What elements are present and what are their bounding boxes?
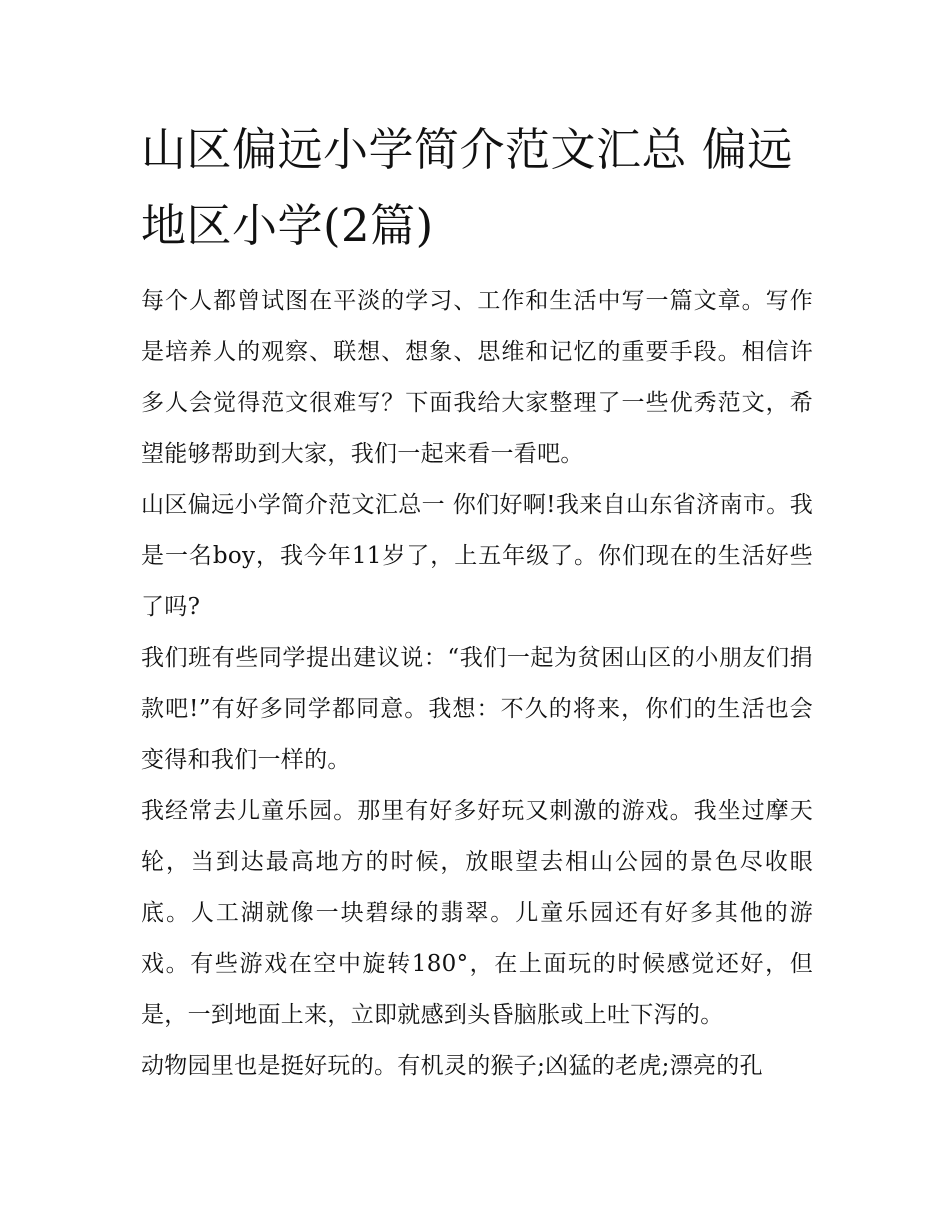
paragraph-intro: 每个人都曾试图在平淡的学习、工作和生活中写一篇文章。写作是培养人的观察、联想、想象、思维和记忆的重要手段。相信许多人会觉得范文很难写？下面我给大家整理了一些优秀范文，希望能够帮助到大家，我们一起来看一看吧。	[141, 288, 813, 467]
paragraph-zoo: 动物园里也是挺好玩的。有机灵的猴子;凶猛的老虎;漂亮的孔	[141, 1053, 763, 1079]
paragraph-amusement-park: 我经常去儿童乐园。那里有好多好玩又刺激的游戏。我坐过摩天轮，当到达最高地方的时候，放眼望去相山公园的景色尽收眼底。人工湖就像一块碧绿的翡翠。儿童乐园还有好多其他的游戏。有些游戏在空中旋转180°，在上面玩的时候感觉还好，但是，一到地面上来，立即就感到头昏脑胀或上吐下泻的。	[141, 798, 813, 1028]
document-body	[141, 112, 813, 1092]
paragraph-donation: 我们班有些同学提出建议说：“我们一起为贫困山区的小朋友们捐款吧!”有好多同学都同意。我想：不久的将来，你们的生活也会变得和我们一样的。	[141, 645, 813, 773]
document-title: 山区偏远小学简介范文汇总 偏远地区小学(2篇)	[141, 123, 793, 252]
paragraph-greeting: 山区偏远小学简介范文汇总一 你们好啊!我来自山东省济南市。我是一名boy，我今年11岁了，上五年级了。你们现在的生活好些了吗?	[141, 492, 813, 620]
